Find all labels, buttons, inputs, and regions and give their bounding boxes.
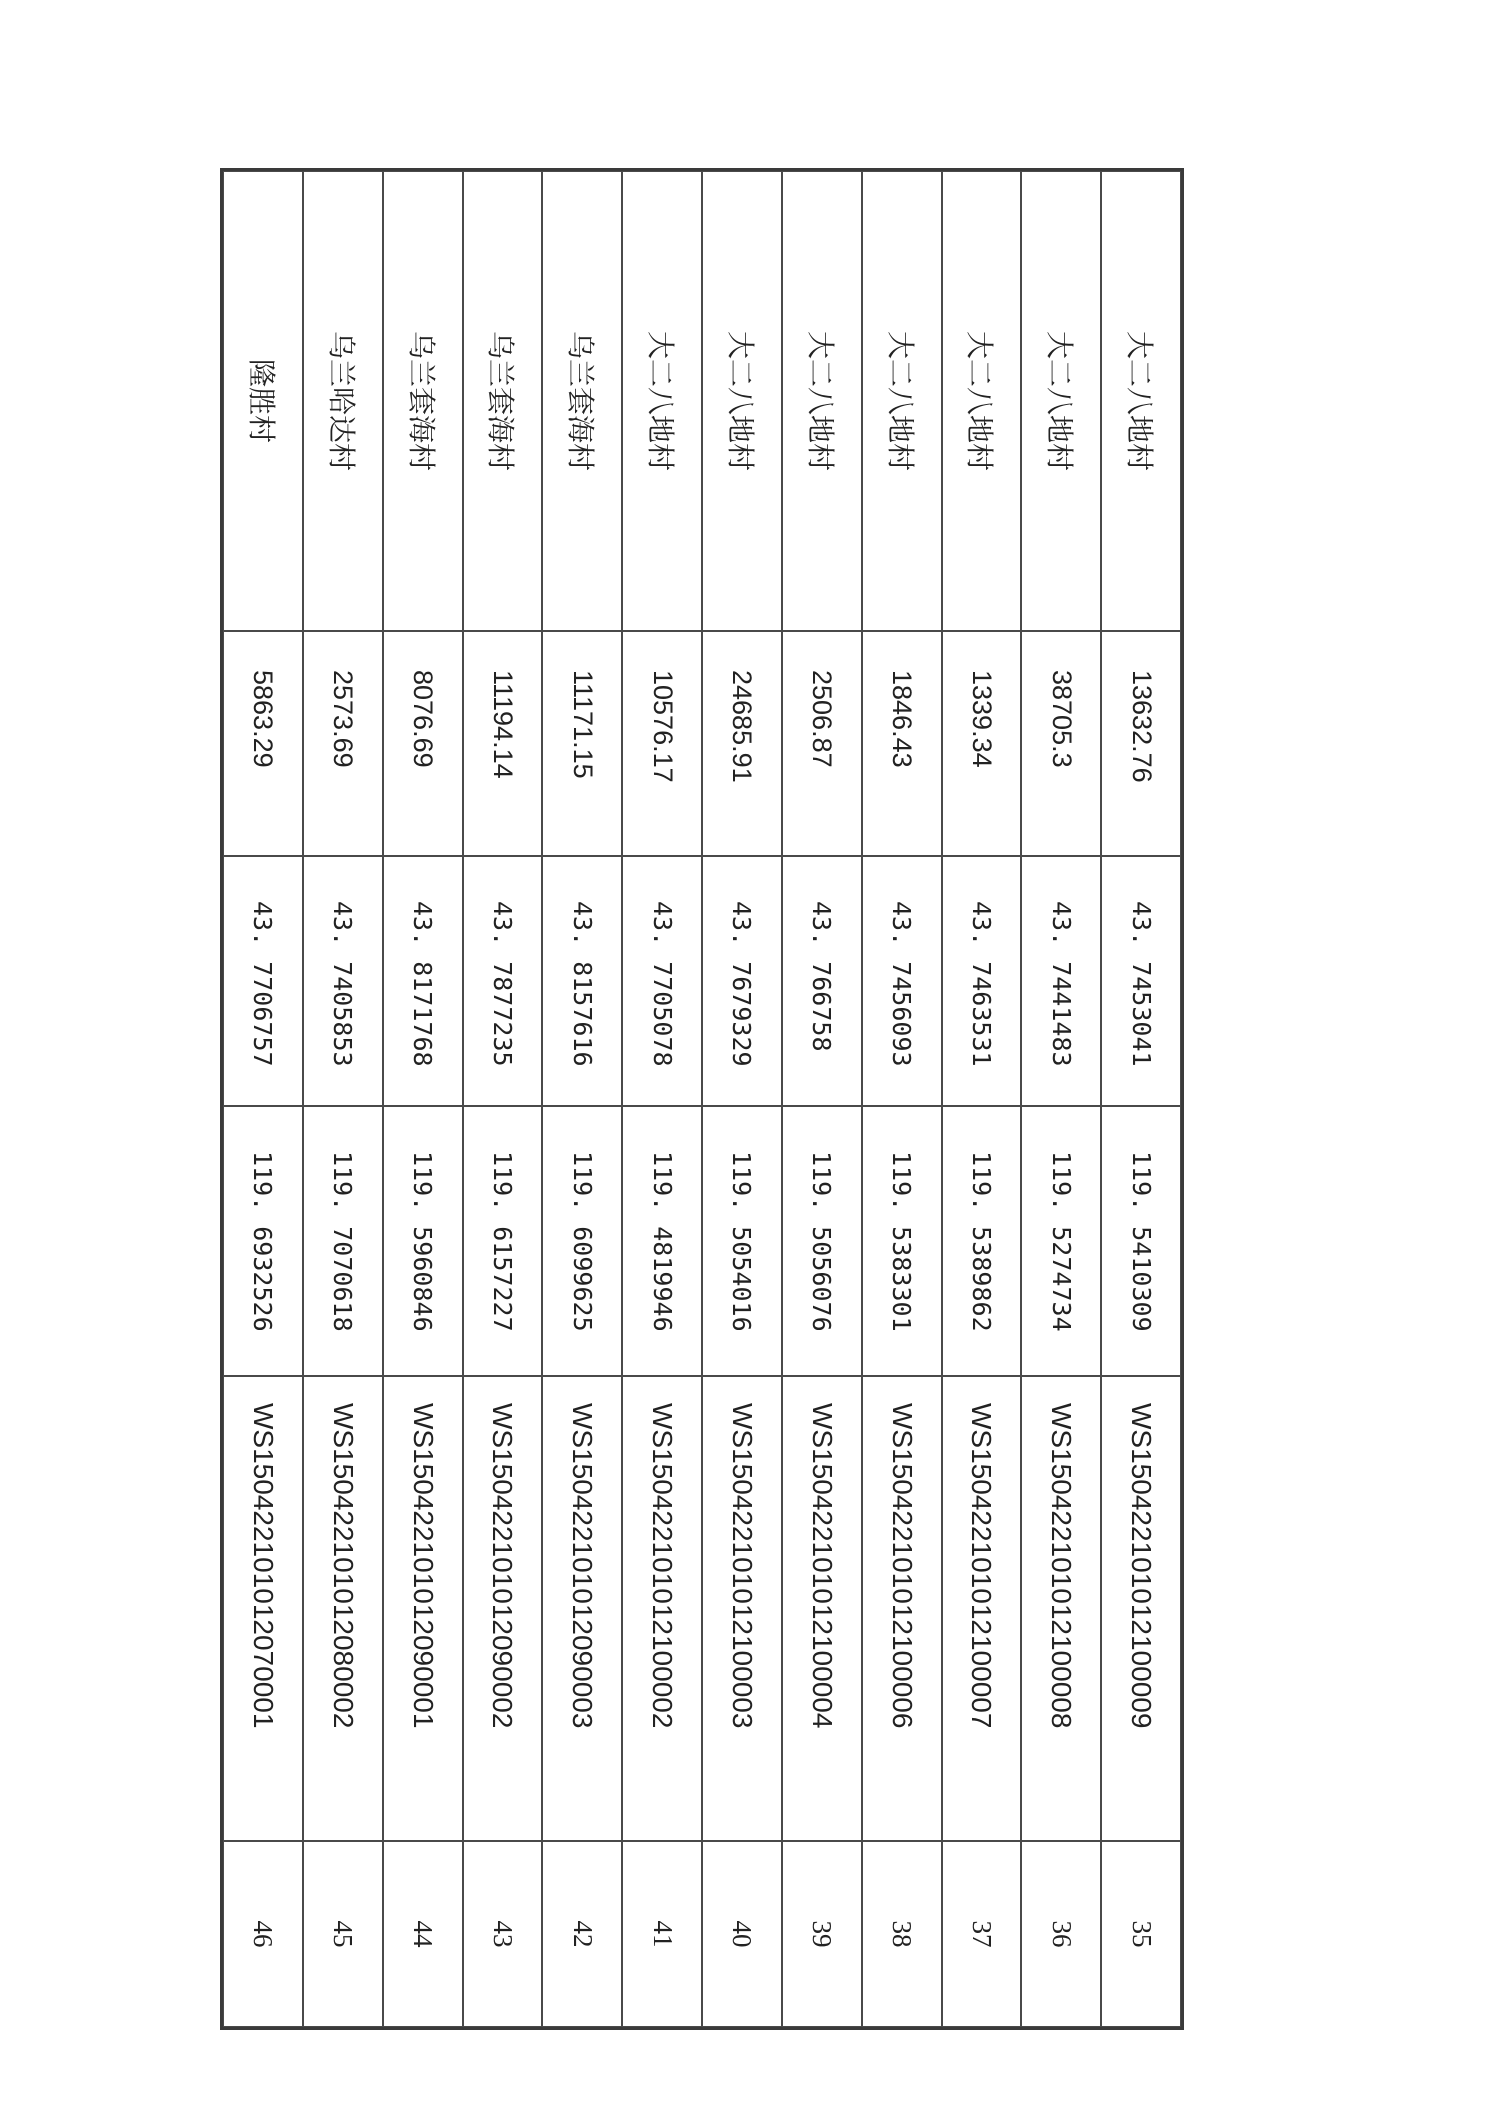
- latitude-cell: 43. 7405853: [303, 856, 383, 1106]
- area-cell: 11194.14: [463, 631, 543, 856]
- area-cell: 38705.3: [1021, 631, 1101, 856]
- longitude-cell: 119. 5389862: [942, 1106, 1022, 1376]
- code-cell: WS150422101012090001: [383, 1376, 463, 1841]
- code-cell: WS150422101012100007: [942, 1376, 1022, 1841]
- longitude-cell: 119. 5274734: [1021, 1106, 1101, 1376]
- latitude-cell: 43. 7453041: [1101, 856, 1181, 1106]
- data-table: [222, 170, 1182, 2028]
- village-cell: 乌兰套海村: [383, 171, 463, 631]
- latitude-cell: 43. 7705078: [622, 856, 702, 1106]
- area-cell: 24685.91: [702, 631, 782, 856]
- index-cell: 38: [862, 1841, 942, 2027]
- table-row: [542, 171, 622, 2027]
- latitude-cell: 43. 7679329: [702, 856, 782, 1106]
- longitude-cell: 119. 5054016: [702, 1106, 782, 1376]
- latitude-cell: 43. 7441483: [1021, 856, 1101, 1106]
- village-cell: 大二八地村: [702, 171, 782, 631]
- index-cell: 44: [383, 1841, 463, 2027]
- area-cell: 5863.29: [223, 631, 303, 856]
- table-body: [223, 171, 1181, 2027]
- area-cell: 1846.43: [862, 631, 942, 856]
- table-row: [383, 171, 463, 2027]
- index-cell: 41: [622, 1841, 702, 2027]
- village-cell: 大二八地村: [1101, 171, 1181, 631]
- village-cell: 大二八地村: [782, 171, 862, 631]
- latitude-cell: 43. 8171768: [383, 856, 463, 1106]
- village-cell: 乌兰套海村: [542, 171, 622, 631]
- longitude-cell: 119. 4819946: [622, 1106, 702, 1376]
- longitude-cell: 119. 6932526: [223, 1106, 303, 1376]
- village-cell: 大二八地村: [942, 171, 1022, 631]
- table-row: [782, 171, 862, 2027]
- code-cell: WS150422101012090003: [542, 1376, 622, 1841]
- code-cell: WS150422101012100002: [622, 1376, 702, 1841]
- latitude-cell: 43. 766758: [782, 856, 862, 1106]
- latitude-cell: 43. 7877235: [463, 856, 543, 1106]
- village-cell: 大二八地村: [862, 171, 942, 631]
- table-row: [303, 171, 383, 2027]
- index-cell: 39: [782, 1841, 862, 2027]
- latitude-cell: 43. 8157616: [542, 856, 622, 1106]
- village-cell: 大二八地村: [622, 171, 702, 631]
- area-cell: 13632.76: [1101, 631, 1181, 856]
- longitude-cell: 119. 6099625: [542, 1106, 622, 1376]
- index-cell: 36: [1021, 1841, 1101, 2027]
- index-cell: 37: [942, 1841, 1022, 2027]
- index-cell: 45: [303, 1841, 383, 2027]
- village-cell: 乌兰哈达村: [303, 171, 383, 631]
- village-cell: 乌兰套海村: [463, 171, 543, 631]
- latitude-cell: 43. 7463531: [942, 856, 1022, 1106]
- latitude-cell: 43. 7456093: [862, 856, 942, 1106]
- table-row: [463, 171, 543, 2027]
- table-row: [942, 171, 1022, 2027]
- longitude-cell: 119. 5410309: [1101, 1106, 1181, 1376]
- code-cell: WS150422101012080002: [303, 1376, 383, 1841]
- index-cell: 35: [1101, 1841, 1181, 2027]
- longitude-cell: 119. 6157227: [463, 1106, 543, 1376]
- area-cell: 2506.87: [782, 631, 862, 856]
- code-cell: WS150422101012100004: [782, 1376, 862, 1841]
- index-cell: 43: [463, 1841, 543, 2027]
- index-cell: 42: [542, 1841, 622, 2027]
- index-cell: 40: [702, 1841, 782, 2027]
- table-row: [702, 171, 782, 2027]
- area-cell: 11171.15: [542, 631, 622, 856]
- village-cell: 大二八地村: [1021, 171, 1101, 631]
- area-cell: 10576.17: [622, 631, 702, 856]
- latitude-cell: 43. 7706757: [223, 856, 303, 1106]
- area-cell: 8076.69: [383, 631, 463, 856]
- code-cell: WS150422101012070001: [223, 1376, 303, 1841]
- table-row: [622, 171, 702, 2027]
- longitude-cell: 119. 5383301: [862, 1106, 942, 1376]
- table-row: [862, 171, 942, 2027]
- table-row: [1021, 171, 1101, 2027]
- code-cell: WS150422101012100008: [1021, 1376, 1101, 1841]
- longitude-cell: 119. 5960846: [383, 1106, 463, 1376]
- code-cell: WS150422101012100003: [702, 1376, 782, 1841]
- rotated-table-wrapper: [224, 170, 1182, 2026]
- code-cell: WS150422101012090002: [463, 1376, 543, 1841]
- table-row: [223, 171, 303, 2027]
- longitude-cell: 119. 5056076: [782, 1106, 862, 1376]
- area-cell: 2573.69: [303, 631, 383, 856]
- table-row: [1101, 171, 1181, 2027]
- longitude-cell: 119. 7070618: [303, 1106, 383, 1376]
- area-cell: 1339.34: [942, 631, 1022, 856]
- code-cell: WS150422101012100006: [862, 1376, 942, 1841]
- village-cell: 隆胜村: [223, 171, 303, 631]
- code-cell: WS150422101012100009: [1101, 1376, 1181, 1841]
- index-cell: 46: [223, 1841, 303, 2027]
